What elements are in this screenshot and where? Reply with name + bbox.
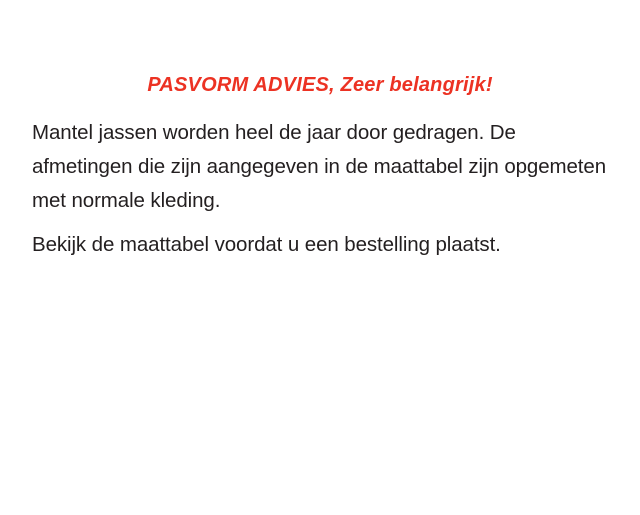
paragraph-fit-advice: Mantel jassen worden heel de jaar door gedragen. De afmetingen die zijn aangegeven in de maattabel zijn opgemeten met normale kleding.	[32, 121, 606, 212]
document-content	[32, 72, 608, 262]
paragraph-size-chart-note: Bekijk de maattabel voordat u een bestelling plaatst.	[32, 233, 501, 256]
page-title: PASVORM ADVIES, Zeer belangrijk!	[147, 74, 493, 96]
